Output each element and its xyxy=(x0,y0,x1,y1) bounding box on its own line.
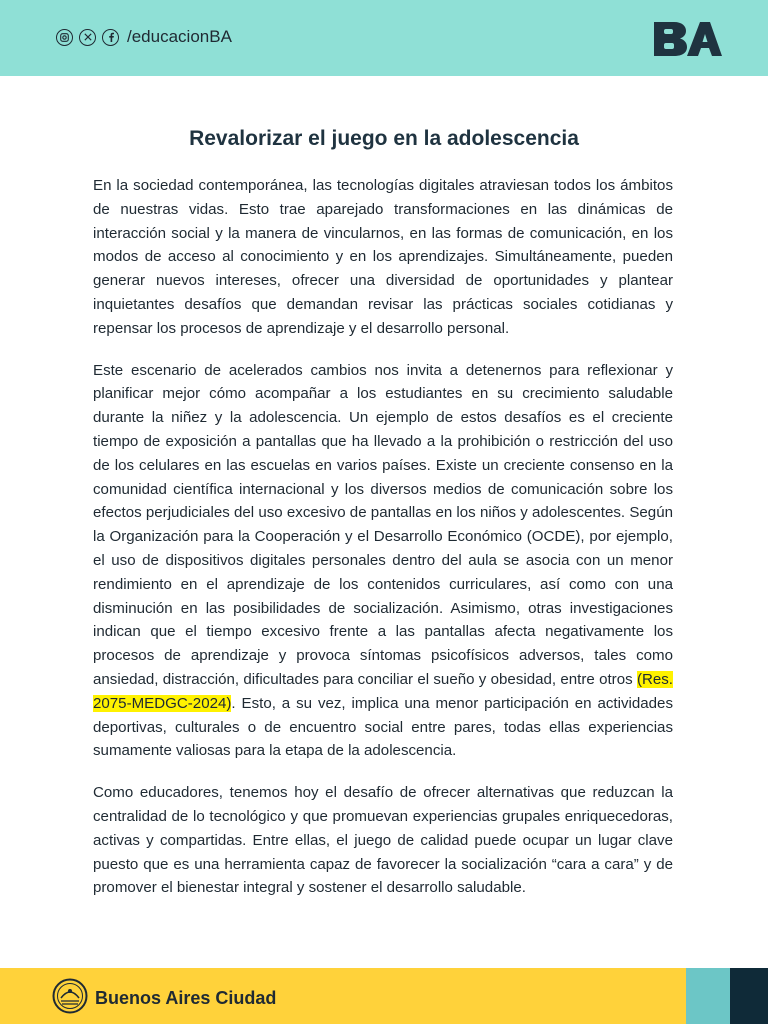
page-title: Revalorizar el juego en la adolescencia xyxy=(189,127,579,150)
footer-teal-block xyxy=(686,968,730,1024)
x-icon[interactable] xyxy=(79,29,96,46)
facebook-icon[interactable] xyxy=(102,29,119,46)
social-links xyxy=(56,27,232,47)
paragraph-2-text: Este escenario de acelerados cambios nos invita a detenernos para reflexionar y planificar mejor cómo acompañar a los estudiantes en su crecimiento saludable durante la niñez y la adolescencia. Un ejemplo de estos desafíos es el creciente tiempo de exposición a pantallas que ha llevado a la prohibición o restricción del uso de los celulares en las escuelas en varios países. Existe un creciente consenso en la comunidad científica internacional y los diversos medios de comunicación sobre los efectos perjudiciales del uso excesivo de pantallas en los niños y adolescentes. Según la Organización para la Cooperación y el Desarrollo Económico (OCDE), por ejemplo, el uso de dispositivos digitales personales dentro del aula se asocia con un menor rendimiento en el aprendizaje de los contenidos curriculares, así como con una disminución en las posibilidades de socialización. Asimismo, otras investigaciones indican que el tiempo excesivo frente a las pantallas afecta negativamente los procesos de aprendizaje y provoca síntomas psicofísicos adversos, tales como ansiedad, distracción, dificultades para conciliar el sueño y obesidad, entre otros xyxy=(93,361,673,688)
social-handle[interactable]: /educacionBA xyxy=(127,27,232,46)
paragraph-2-continued: . Esto, a su vez, implica una menor participación en actividades deportivas, culturales o de encuentro social entre pares, todas ellas experiencias sumamente valiosas para la etapa de la adolescencia. xyxy=(93,694,673,760)
footer-dark-block xyxy=(730,968,768,1024)
instagram-icon[interactable] xyxy=(56,29,73,46)
paragraph-2 xyxy=(93,359,673,764)
ba-logo xyxy=(652,20,722,58)
footer-bar xyxy=(0,968,768,1024)
footer-city-name: Buenos Aires Ciudad xyxy=(95,988,277,1008)
document-body xyxy=(93,174,673,918)
highlighted-reference: (Res. 2075-MEDGC-2024) xyxy=(93,670,673,712)
city-seal-icon xyxy=(52,978,88,1014)
paragraph-1: En la sociedad contemporánea, las tecnologías digitales atraviesan todos los ámbitos de nuestras vidas. Esto trae aparejado transformaciones en las dinámicas de interacción social y la manera de vincularnos, en las formas de comunicación, en los modos de acceso al conocimiento y en los aprendizajes. Simultáneamente, pueden generar nuevos intereses, ofrecer una diversidad de oportunidades y plantear inquietantes desafíos que demandan revisar las prácticas sociales cotidianas y repensar los procesos de aprendizaje y el desarrollo personal. xyxy=(93,177,673,337)
paragraph-3: Como educadores, tenemos hoy el desafío de ofrecer alternativas que reduzcan la centralidad de lo tecnológico y que promuevan experiencias grupales enriquecedoras, activas y compartidas. Entre ellas, el juego de calidad puede ocupar un lugar clave puesto que es una herramienta capaz de favorecer la socialización “cara a cara” y de promover el bienestar integral y sostener el desarrollo saludable. xyxy=(93,784,673,897)
header-bar xyxy=(0,0,768,76)
